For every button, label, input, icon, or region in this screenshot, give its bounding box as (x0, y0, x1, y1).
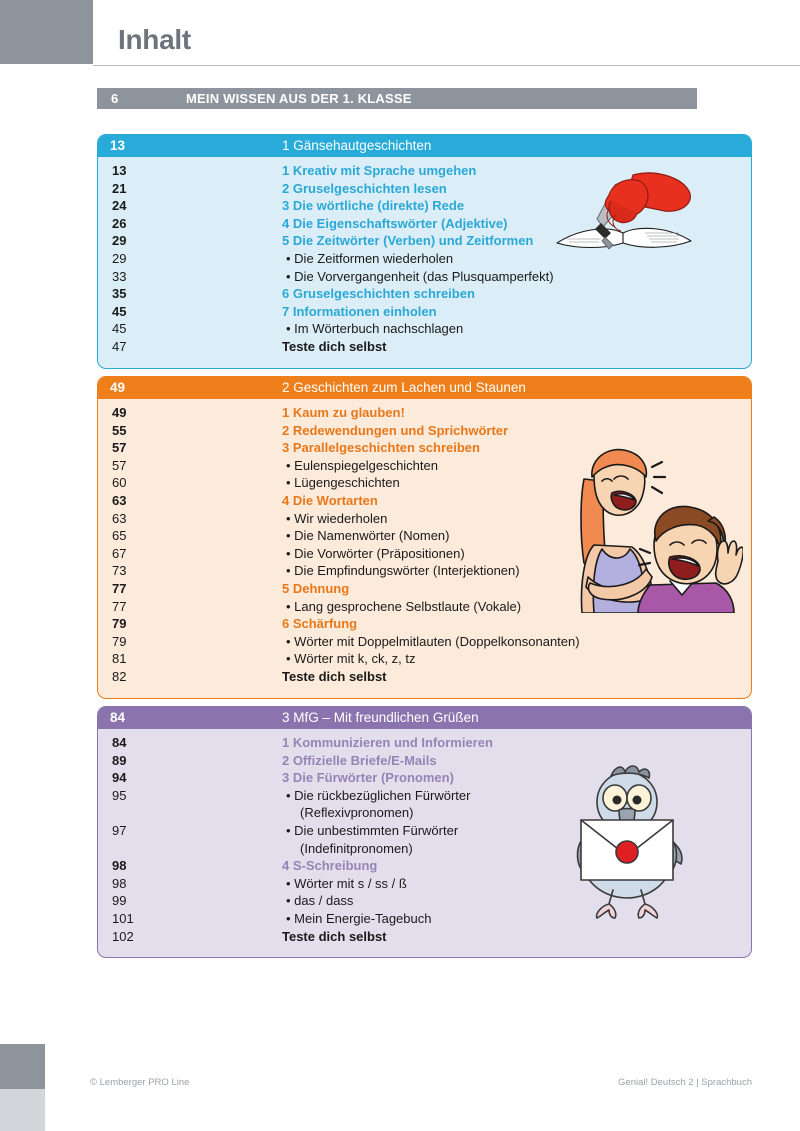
toc-row[interactable] (98, 440, 751, 458)
toc-row-page: 55 (112, 422, 127, 438)
chapter-header-2 (98, 377, 751, 399)
toc-row[interactable] (98, 405, 751, 423)
toc-row-label: • Die rückbezüglichen Fürwörter (286, 787, 471, 803)
chapter-card-3[interactable] (97, 706, 752, 958)
chapter-card-2[interactable] (97, 376, 752, 699)
chapter-header-3 (98, 707, 751, 729)
toc-row-label: Teste dich selbst (282, 928, 387, 944)
chapter-card-1[interactable] (97, 134, 752, 369)
toc-row-label: • Die Empfindungswörter (Interjektionen) (286, 563, 520, 579)
toc-row[interactable] (98, 929, 751, 947)
toc-row-page: 63 (112, 510, 127, 526)
chapter-body-2 (98, 399, 751, 698)
toc-row-label: 7 Informationen einholen (282, 303, 437, 319)
toc-row-page: 26 (112, 215, 127, 231)
toc-row[interactable] (98, 321, 751, 339)
toc-row[interactable] (98, 581, 751, 599)
toc-row-page: 94 (112, 770, 127, 786)
footer-booktitle: Genial! Deutsch 2 | Sprachbuch (618, 1077, 752, 1088)
toc-row-label: • Lang gesprochene Selbstlaute (Vokale) (286, 598, 522, 614)
footer-copyright: © Lemberger PRO Line (90, 1077, 190, 1088)
toc-row-page: 13 (112, 163, 127, 178)
toc-row[interactable] (98, 858, 751, 876)
toc-row-page: 95 (112, 787, 127, 803)
toc-row-page: 65 (112, 528, 127, 544)
toc-row-label: 1 Kreativ mit Sprache umgehen (282, 163, 477, 178)
toc-row-label: Teste dich selbst (282, 338, 387, 354)
toc-row[interactable] (98, 669, 751, 687)
toc-row[interactable] (98, 876, 751, 894)
toc-row-page: 101 (112, 910, 134, 926)
toc-row-page: 49 (112, 405, 127, 420)
toc-row[interactable] (98, 563, 751, 581)
toc-row[interactable] (98, 458, 751, 476)
toc-row[interactable] (98, 753, 751, 771)
chapter-page-number: 13 (110, 138, 126, 153)
toc-row-page: 67 (112, 545, 127, 561)
chapter-body-1 (98, 157, 751, 368)
toc-row[interactable] (98, 770, 751, 788)
toc-row-label: • Mein Energie-Tagebuch (286, 910, 432, 926)
toc-row-label: 3 Die Fürwörter (Pronomen) (282, 770, 454, 786)
toc-row[interactable] (98, 528, 751, 546)
chapter-page-number: 49 (110, 380, 126, 395)
toc-row-page: 98 (112, 858, 127, 874)
toc-row-label: Teste dich selbst (282, 668, 387, 684)
toc-row-label: 6 Gruselgeschichten schreiben (282, 286, 475, 302)
toc-row[interactable] (98, 181, 751, 199)
toc-row-page: 102 (112, 928, 134, 944)
toc-row[interactable] (98, 493, 751, 511)
toc-row-label: 1 Kommunizieren und Informieren (282, 735, 493, 750)
toc-row-label: • Die Vorwörter (Präpositionen) (286, 545, 465, 561)
toc-row-label: • Die unbestimmten Fürwörter (286, 822, 459, 838)
toc-row[interactable] (98, 599, 751, 617)
toc-row[interactable] (98, 198, 751, 216)
toc-row[interactable] (98, 805, 751, 823)
toc-row-page: 81 (112, 651, 127, 667)
toc-row[interactable] (98, 304, 751, 322)
toc-row-label: (Indefinitpronomen) (300, 840, 413, 856)
toc-row[interactable] (98, 233, 751, 251)
toc-row-page: 24 (112, 198, 127, 214)
toc-row-label: • Die Zeitformen wiederholen (286, 250, 454, 266)
chapter-title: 3 MfG – Mit freundlichen Grüßen (282, 710, 479, 725)
toc-row-page: 29 (112, 250, 127, 266)
intro-bar-label: MEIN WISSEN AUS DER 1. KLASSE (186, 91, 412, 106)
intro-bar-page: 6 (111, 91, 119, 106)
toc-row-page: 57 (112, 440, 127, 456)
toc-row-label: 3 Die wörtliche (direkte) Rede (282, 198, 465, 214)
toc-row[interactable] (98, 423, 751, 441)
toc-row-label: • Im Wörterbuch nachschlagen (286, 321, 464, 337)
toc-row[interactable] (98, 286, 751, 304)
toc-row[interactable] (98, 216, 751, 234)
toc-row-label: • Die Vorvergangenheit (das Plusquamperfekt) (286, 268, 554, 284)
toc-row[interactable] (98, 163, 751, 181)
toc-row-page: 57 (112, 457, 127, 473)
toc-row[interactable] (98, 893, 751, 911)
toc-row-page: 60 (112, 475, 127, 491)
toc-row[interactable] (98, 841, 751, 859)
toc-row-label: 2 Offizielle Briefe/E-Mails (282, 752, 437, 768)
toc-row[interactable] (98, 735, 751, 753)
footer-block-dark (0, 1044, 45, 1089)
toc-row-label: 5 Dehnung (282, 580, 350, 596)
toc-row-label: 4 S-Schreibung (282, 858, 378, 874)
intro-bar (97, 88, 697, 109)
toc-row-page: 84 (112, 735, 127, 750)
toc-row-label: 4 Die Eigenschaftswörter (Adjektive) (282, 215, 508, 231)
toc-row-page: 63 (112, 492, 127, 508)
header-corner-block (0, 0, 93, 64)
toc-row-page: 33 (112, 268, 127, 284)
toc-row[interactable] (98, 339, 751, 357)
toc-row-label: 2 Redewendungen und Sprichwörter (282, 422, 509, 438)
page-title: Inhalt (118, 24, 191, 55)
toc-row-page: 98 (112, 875, 127, 891)
toc-row-label: 4 Die Wortarten (282, 492, 378, 508)
toc-row-label: • Wörter mit Doppelmitlauten (Doppelkonsonanten) (286, 633, 580, 649)
toc-row[interactable] (98, 788, 751, 806)
toc-row-label: 1 Kaum zu glauben! (282, 405, 405, 420)
toc-row-page: 29 (112, 233, 127, 249)
chapter-header-1 (98, 135, 751, 157)
toc-row-page: 79 (112, 616, 127, 632)
chapter-title: 1 Gänsehautgeschichten (282, 138, 432, 153)
toc-row[interactable] (98, 269, 751, 287)
toc-row[interactable] (98, 546, 751, 564)
title-divider (93, 65, 800, 66)
toc-row-page: 97 (112, 822, 127, 838)
toc-row-label: • Wörter mit k, ck, z, tz (286, 651, 416, 667)
toc-row[interactable] (98, 651, 751, 669)
toc-row-page: 35 (112, 286, 127, 302)
toc-row-page: 47 (112, 338, 127, 354)
toc-row-page: 45 (112, 321, 127, 337)
footer-block-light (0, 1089, 45, 1131)
toc-row-page: 82 (112, 668, 127, 684)
toc-row-page: 21 (112, 180, 127, 196)
toc-row[interactable] (98, 911, 751, 929)
toc-row-label: (Reflexivpronomen) (300, 805, 414, 821)
toc-row[interactable] (98, 475, 751, 493)
toc-row-label: • Wörter mit s / ss / ß (286, 875, 407, 891)
chapter-page-number: 84 (110, 710, 126, 725)
toc-row-label: 3 Parallelgeschichten schreiben (282, 440, 480, 456)
toc-row-page: 99 (112, 893, 127, 909)
toc-row-page: 79 (112, 633, 127, 649)
toc-row-page: 73 (112, 563, 127, 579)
toc-row-page: 77 (112, 598, 127, 614)
toc-row-label: • das / dass (286, 893, 354, 909)
toc-row-label: 6 Schärfung (282, 616, 358, 632)
toc-row-page: 45 (112, 303, 127, 319)
toc-row[interactable] (98, 251, 751, 269)
toc-row[interactable] (98, 616, 751, 634)
toc-row[interactable] (98, 634, 751, 652)
chapter-body-3 (98, 729, 751, 957)
toc-row-label: 5 Die Zeitwörter (Verben) und Zeitformen (282, 233, 534, 249)
toc-row[interactable] (98, 511, 751, 529)
toc-row-page: 89 (112, 752, 127, 768)
toc-row-label: • Eulenspiegelgeschichten (286, 457, 438, 473)
toc-row-label: • Die Namenwörter (Nomen) (286, 528, 450, 544)
toc-row-label: 2 Gruselgeschichten lesen (282, 180, 447, 196)
toc-row-label: • Wir wiederholen (286, 510, 388, 526)
toc-row-label: • Lügengeschichten (286, 475, 400, 491)
chapter-title: 2 Geschichten zum Lachen und Staunen (282, 380, 526, 395)
toc-row-page: 77 (112, 580, 127, 596)
toc-row[interactable] (98, 823, 751, 841)
